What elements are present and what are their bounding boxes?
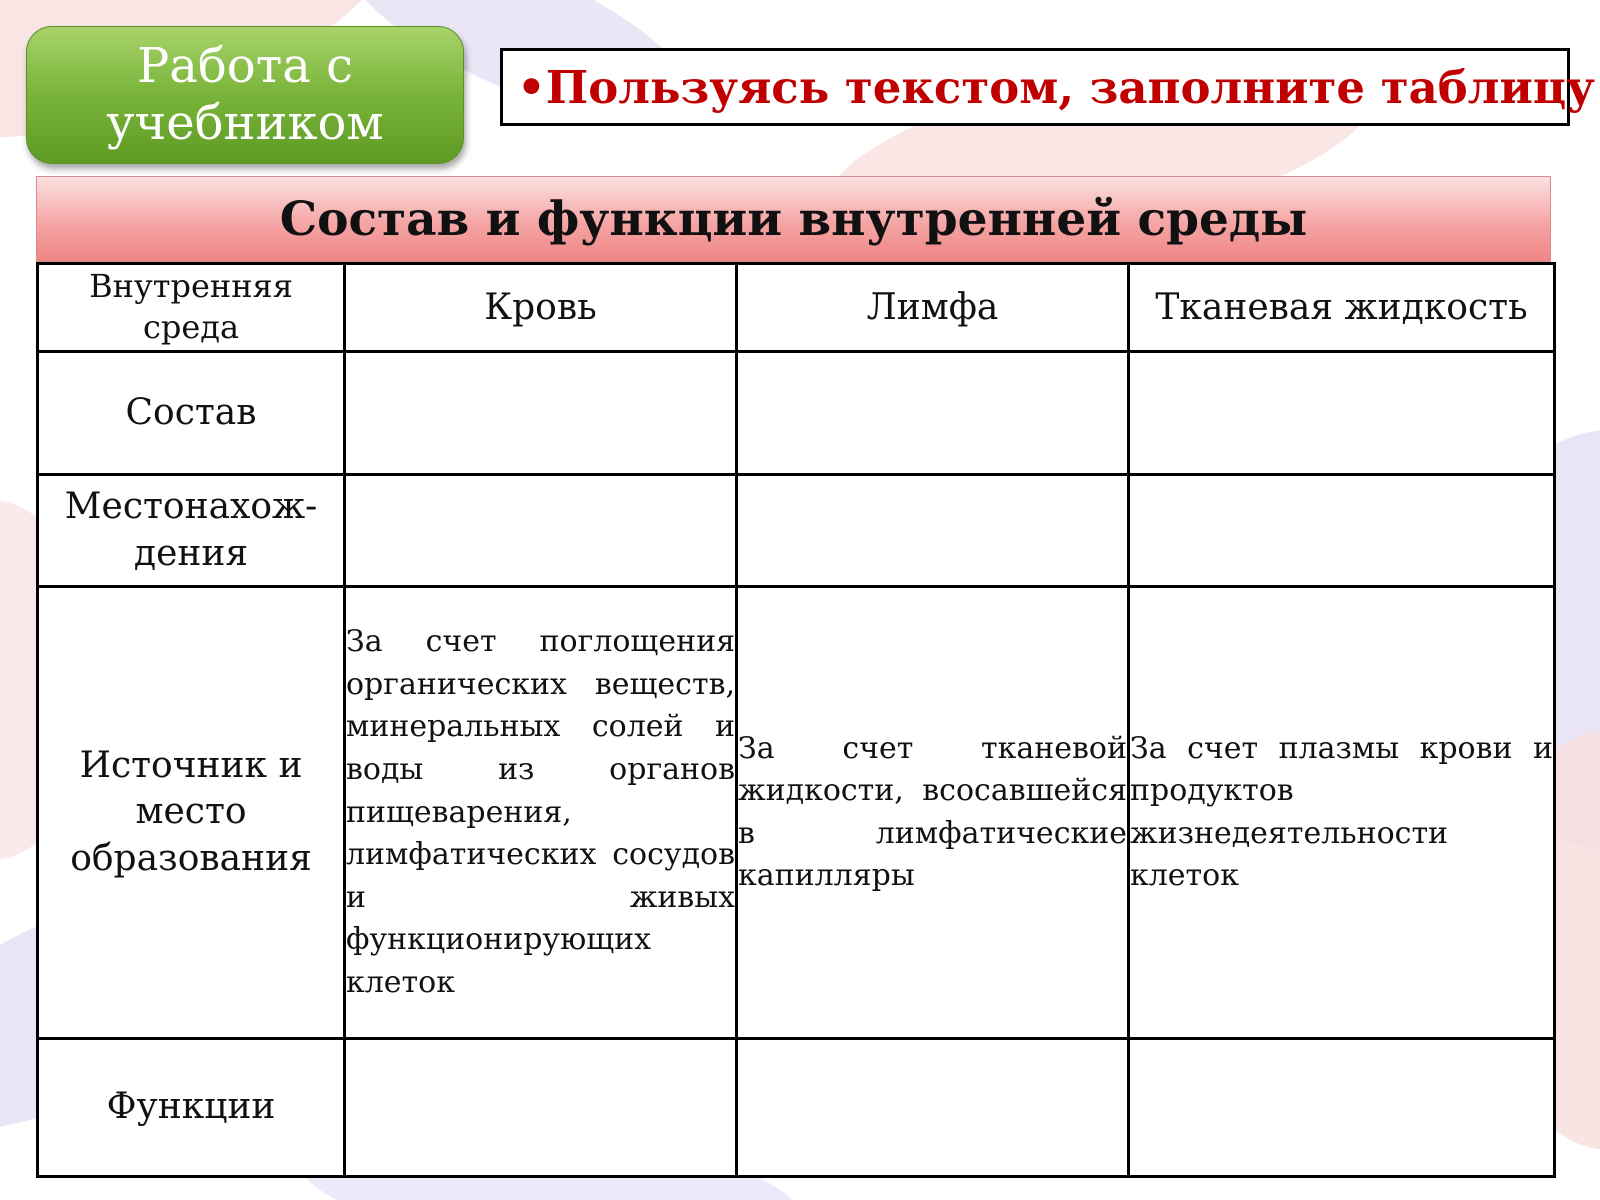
table-row-composition bbox=[38, 351, 1555, 474]
cell-location-lymph bbox=[737, 475, 1129, 587]
header-lymph: Лимфа bbox=[737, 264, 1129, 352]
header-blood: Кровь bbox=[345, 264, 737, 352]
textbook-work-badge bbox=[26, 26, 464, 164]
cell-functions-blood bbox=[345, 1039, 737, 1177]
cell-source-blood: За счет поглощения органических веществ, минеральных солей и воды из органов пищеварения, лимфатических сосудов и живых функционирующих клеток bbox=[345, 587, 737, 1039]
cell-source-tissue-fluid: За счет плазмы крови и продуктов жизнедеятельности клеток bbox=[1129, 587, 1555, 1039]
badge-line-1: Работа с bbox=[136, 38, 354, 95]
cell-composition-lymph bbox=[737, 351, 1129, 474]
header-tissue-fluid: Тканевая жидкость bbox=[1129, 264, 1555, 352]
table-header-row bbox=[38, 264, 1555, 352]
internal-environment-table bbox=[36, 262, 1556, 1178]
cell-composition-tissue-fluid bbox=[1129, 351, 1555, 474]
table-row-location bbox=[38, 475, 1555, 587]
cell-composition-blood bbox=[345, 351, 737, 474]
table-title: Состав и функции внутренней среды bbox=[279, 191, 1308, 247]
cell-functions-tissue-fluid bbox=[1129, 1039, 1555, 1177]
row-label-functions: Функции bbox=[38, 1039, 345, 1177]
instruction-text: •Пользуясь текстом, заполните таблицу bbox=[517, 60, 1595, 114]
cell-location-blood bbox=[345, 475, 737, 587]
badge-line-2: учебником bbox=[106, 95, 384, 151]
table-title-bar bbox=[36, 176, 1551, 262]
instruction-box bbox=[500, 48, 1595, 126]
table-row-functions bbox=[38, 1039, 1555, 1177]
cell-source-lymph: За счет тканевой жидкости, всосавшейся в лимфатические капилляры bbox=[737, 587, 1129, 1039]
table-row-source bbox=[38, 587, 1555, 1039]
row-label-location: Местонахож-дения bbox=[38, 475, 345, 587]
cell-functions-lymph bbox=[737, 1039, 1129, 1177]
cell-location-tissue-fluid bbox=[1129, 475, 1555, 587]
row-label-composition: Состав bbox=[38, 351, 345, 474]
row-label-source: Источник и место образования bbox=[38, 587, 345, 1039]
header-internal-environment: Внутренняя среда bbox=[38, 264, 345, 352]
